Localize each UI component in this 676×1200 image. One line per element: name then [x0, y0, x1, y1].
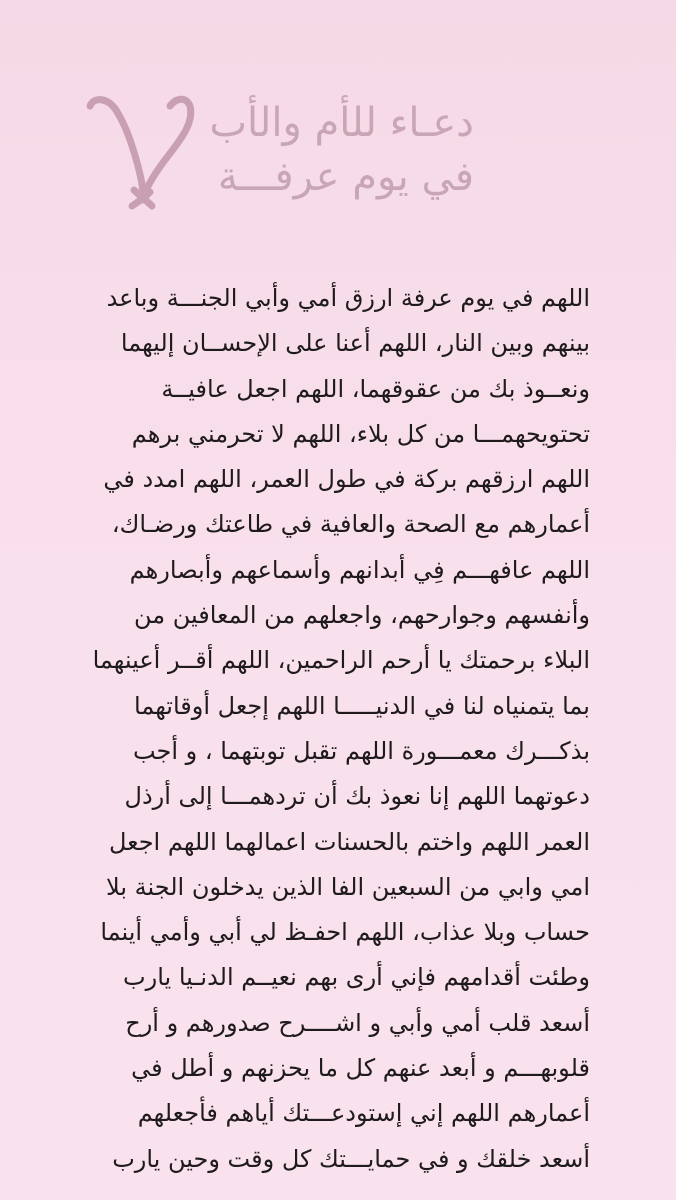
text-line: اللهم ارزقهم بركة في طول العمر، اللهم امدد في — [103, 465, 590, 494]
text-line: بذكـــرك معمـــورة اللهم تقبل توبتهما ، و أجب — [132, 736, 590, 765]
page-title — [174, 96, 474, 204]
text-line: وأنفسهم وجوارحهم، واجعلهم من المعافين من — [134, 601, 590, 630]
text-line: اللهم عافهـــم فِي أبدانهم وأسماعهم وأبصارهم — [129, 555, 590, 584]
text-line: بينهم وبين النار، اللهم أعنا على الإحســان إليهما — [120, 329, 590, 358]
text-line: دعوتهما اللهم إنا نعوذ بك أن تردهمـــا إلى أرذل — [124, 782, 590, 811]
text-line: أسعد قلب أمي وأبي و اشــــرح صدورهم و أرح — [125, 1008, 590, 1037]
text-line: أسعد خلقك و في حمايـــتك كل وقت وحين يارب — [112, 1144, 590, 1173]
text-line: أعمارهم اللهم إني إستودعـــتك أياهم فأجعلهم — [137, 1099, 590, 1128]
title-line: في يوم عرفـــة — [217, 154, 474, 200]
text-line: البلاء برحمتك يا أرحم الراحمين، اللهم أقــر أعينهما — [92, 646, 590, 675]
text-line: حساب وبلا عذاب، اللهم احفـظ لي أبي وأمي أينما — [100, 918, 590, 947]
text-line: وطئت أقدامهم فإني أرى بهم نعيــم الدنـيا يارب — [123, 963, 590, 992]
text-line: امي وابي من السبعين الفا الذين يدخلون الجنة بلا — [106, 872, 590, 901]
text-line: أعمارهم مع الصحة والعافية في طاعتك ورضـاك، — [111, 510, 590, 539]
text-line: بما يتمنياه لنا في الدنيـــــا اللهم إجعل أوقاتهما — [134, 691, 590, 720]
prayer-text — [90, 276, 590, 1182]
text-line: العمر اللهم واختم بالحسنات اعمالهما اللهم اجعل — [108, 827, 590, 856]
text-line: قلوبهـــم و أبعد عنهم كل ما يحزنهم و أطل في — [131, 1054, 590, 1083]
text-line: اللهم في يوم عرفة ارزق أمي وأبي الجنـــة وباعد — [106, 284, 590, 312]
text-line: تحتويحهمـــا من كل بلاء، اللهم لا تحرمني برهم — [131, 419, 590, 448]
text-line: ونعــوذ بك من عقوقهما، اللهم اجعل عافيــة — [161, 374, 590, 403]
title-line: دعـاء للأم والأب — [209, 100, 474, 146]
